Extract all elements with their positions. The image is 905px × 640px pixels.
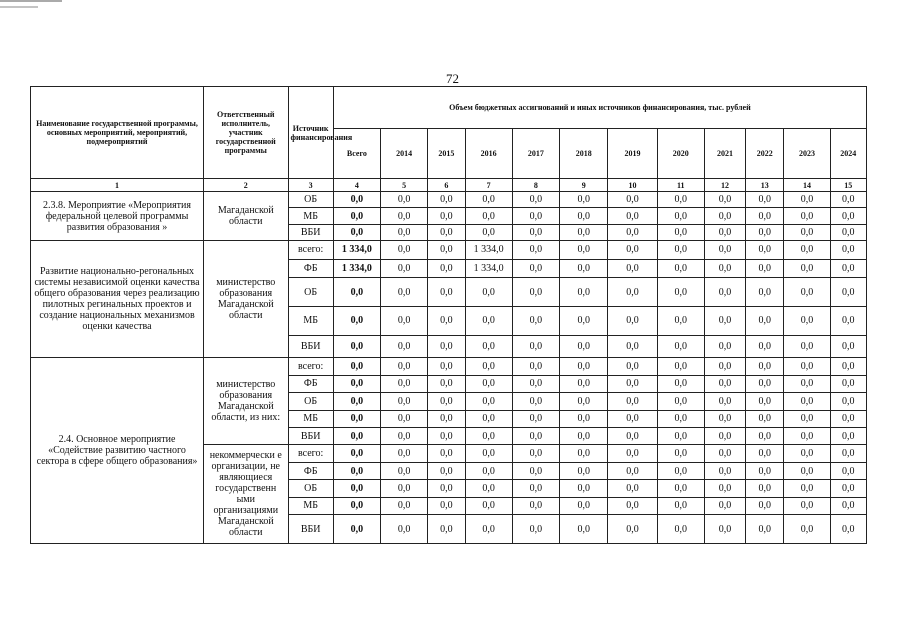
source-cell: МБ [288,208,333,224]
value-cell: 0,0 [560,278,608,307]
responsible-cell: Магаданской области [204,192,289,241]
value-cell: 0,0 [704,306,745,335]
value-cell: 0,0 [608,335,657,358]
value-cell: 0,0 [381,224,428,240]
source-cell: всего: [288,358,333,375]
total-cell: 0,0 [333,208,380,224]
value-cell: 0,0 [381,480,428,497]
column-number: 4 [333,179,380,192]
value-cell: 0,0 [560,410,608,427]
page-number: 72 [446,71,459,86]
value-cell: 0,0 [512,462,559,479]
value-cell: 0,0 [381,208,428,224]
value-cell: 0,0 [428,393,465,410]
value-cell: 0,0 [512,410,559,427]
column-number: 2 [204,179,289,192]
value-cell: 0,0 [560,358,608,375]
value-cell: 0,0 [428,462,465,479]
total-cell: 0,0 [333,335,380,358]
value-cell: 0,0 [657,410,704,427]
value-cell: 0,0 [830,480,866,497]
value-cell: 0,0 [428,480,465,497]
value-cell: 0,0 [704,224,745,240]
value-cell: 0,0 [830,393,866,410]
header-year: 2019 [608,129,657,179]
value-cell: 0,0 [704,427,745,444]
value-cell: 0,0 [428,224,465,240]
header-year: 2022 [746,129,784,179]
value-cell: 0,0 [560,497,608,514]
value-cell: 0,0 [381,335,428,358]
value-cell: 0,0 [465,445,512,462]
value-cell: 0,0 [428,445,465,462]
source-cell: МБ [288,497,333,514]
value-cell: 0,0 [512,278,559,307]
value-cell: 0,0 [657,306,704,335]
value-cell: 0,0 [746,306,784,335]
value-cell: 0,0 [465,306,512,335]
total-cell: 0,0 [333,462,380,479]
value-cell: 0,0 [381,375,428,392]
column-number: 9 [560,179,608,192]
header-budget-group: Объем бюджетных ассигнований и иных источников финансирования, тыс. рублей [333,87,866,129]
value-cell: 0,0 [465,192,512,208]
value-cell: 0,0 [381,427,428,444]
value-cell: 0,0 [830,306,866,335]
value-cell: 0,0 [512,192,559,208]
value-cell: 0,0 [784,410,830,427]
value-cell: 0,0 [746,208,784,224]
value-cell: 0,0 [428,515,465,544]
column-number: 7 [465,179,512,192]
source-cell: ВБИ [288,224,333,240]
value-cell: 0,0 [428,427,465,444]
value-cell: 0,0 [746,192,784,208]
value-cell: 0,0 [512,427,559,444]
value-cell: 0,0 [608,497,657,514]
value-cell: 0,0 [381,306,428,335]
value-cell: 0,0 [830,241,866,259]
value-cell: 0,0 [608,480,657,497]
total-cell: 0,0 [333,497,380,514]
value-cell: 0,0 [381,278,428,307]
source-cell: ФБ [288,375,333,392]
value-cell: 0,0 [608,208,657,224]
value-cell: 0,0 [381,462,428,479]
value-cell: 0,0 [381,192,428,208]
value-cell: 0,0 [428,241,465,259]
value-cell: 0,0 [830,497,866,514]
value-cell: 0,0 [465,358,512,375]
value-cell: 0,0 [560,393,608,410]
column-number: 12 [704,179,745,192]
value-cell: 0,0 [560,375,608,392]
column-number: 14 [784,179,830,192]
value-cell: 0,0 [657,375,704,392]
value-cell: 0,0 [657,278,704,307]
value-cell: 0,0 [830,410,866,427]
value-cell: 0,0 [657,480,704,497]
table-row [31,241,867,259]
source-cell: МБ [288,306,333,335]
responsible-cell: некоммерчески е организации, не являющиеся государственн ыми организациями Магаданской области [204,445,289,544]
value-cell: 0,0 [784,445,830,462]
value-cell: 0,0 [830,335,866,358]
value-cell: 0,0 [746,278,784,307]
value-cell: 0,0 [746,427,784,444]
value-cell: 0,0 [830,515,866,544]
value-cell: 0,0 [428,358,465,375]
value-cell: 0,0 [608,358,657,375]
total-cell: 1 334,0 [333,241,380,259]
value-cell: 0,0 [657,515,704,544]
value-cell: 1 334,0 [465,241,512,259]
value-cell: 0,0 [381,393,428,410]
value-cell: 0,0 [608,410,657,427]
value-cell: 0,0 [704,358,745,375]
value-cell: 0,0 [746,335,784,358]
header-source: Источник финансирования [288,87,333,179]
value-cell: 0,0 [608,241,657,259]
value-cell: 0,0 [560,445,608,462]
value-cell: 0,0 [784,427,830,444]
value-cell: 0,0 [784,278,830,307]
program-name-cell: 2.3.8. Мероприятие «Мероприятия федеральной целевой программы развития образования » [31,192,204,241]
value-cell: 0,0 [465,462,512,479]
source-cell: ОБ [288,480,333,497]
value-cell: 0,0 [830,427,866,444]
value-cell: 0,0 [704,497,745,514]
value-cell: 0,0 [465,410,512,427]
total-cell: 0,0 [333,445,380,462]
value-cell: 0,0 [746,358,784,375]
value-cell: 0,0 [704,393,745,410]
value-cell: 0,0 [746,224,784,240]
value-cell: 0,0 [381,241,428,259]
value-cell: 0,0 [704,445,745,462]
header-year: 2021 [704,129,745,179]
scan-edge-lines [0,0,905,12]
value-cell: 0,0 [784,306,830,335]
value-cell: 0,0 [746,410,784,427]
source-cell: всего: [288,445,333,462]
value-cell: 0,0 [657,445,704,462]
header-year: 2016 [465,129,512,179]
value-cell: 0,0 [784,192,830,208]
column-number: 13 [746,179,784,192]
value-cell: 0,0 [512,375,559,392]
value-cell: 0,0 [704,515,745,544]
value-cell: 0,0 [428,410,465,427]
value-cell: 0,0 [608,278,657,307]
value-cell: 0,0 [704,241,745,259]
total-cell: 0,0 [333,427,380,444]
value-cell: 0,0 [608,224,657,240]
value-cell: 0,0 [830,208,866,224]
value-cell: 0,0 [657,241,704,259]
value-cell: 0,0 [608,375,657,392]
value-cell: 0,0 [381,445,428,462]
header-responsible: Ответственный исполнитель, участник государственной программы [204,87,289,179]
value-cell: 0,0 [512,358,559,375]
value-cell: 0,0 [465,375,512,392]
table-body [31,192,867,544]
value-cell: 0,0 [704,278,745,307]
source-cell: МБ [288,410,333,427]
value-cell: 0,0 [512,306,559,335]
header-year: 2018 [560,129,608,179]
value-cell: 0,0 [428,278,465,307]
value-cell: 0,0 [704,208,745,224]
column-number: 11 [657,179,704,192]
total-cell: 0,0 [333,192,380,208]
value-cell: 0,0 [608,427,657,444]
header-year: 2014 [381,129,428,179]
value-cell: 0,0 [381,259,428,277]
column-number: 15 [830,179,866,192]
value-cell: 0,0 [465,480,512,497]
value-cell: 0,0 [381,410,428,427]
value-cell: 0,0 [657,497,704,514]
value-cell: 0,0 [465,393,512,410]
header-program-name: Наименование государственной программы, основных мероприятий, мероприятий, подмероприятий [31,87,204,179]
value-cell: 0,0 [381,497,428,514]
value-cell: 0,0 [428,208,465,224]
value-cell: 0,0 [560,480,608,497]
total-cell: 0,0 [333,393,380,410]
total-cell: 0,0 [333,278,380,307]
value-cell: 0,0 [784,480,830,497]
total-cell: 0,0 [333,375,380,392]
value-cell: 0,0 [381,515,428,544]
source-cell: всего: [288,241,333,259]
value-cell: 0,0 [784,515,830,544]
column-number: 10 [608,179,657,192]
value-cell: 0,0 [465,208,512,224]
value-cell: 0,0 [657,335,704,358]
value-cell: 0,0 [830,358,866,375]
header-total: Всего [333,129,380,179]
value-cell: 1 334,0 [465,259,512,277]
source-cell: ФБ [288,259,333,277]
value-cell: 0,0 [465,335,512,358]
value-cell: 0,0 [512,515,559,544]
value-cell: 0,0 [465,427,512,444]
table-row [31,358,867,375]
value-cell: 0,0 [784,497,830,514]
value-cell: 0,0 [560,259,608,277]
value-cell: 0,0 [428,335,465,358]
source-cell: ФБ [288,462,333,479]
total-cell: 0,0 [333,224,380,240]
column-number: 8 [512,179,559,192]
value-cell: 0,0 [512,224,559,240]
value-cell: 0,0 [784,375,830,392]
total-cell: 0,0 [333,358,380,375]
responsible-cell: министерство образования Магаданской области [204,241,289,358]
value-cell: 0,0 [784,259,830,277]
value-cell: 0,0 [381,358,428,375]
value-cell: 0,0 [746,259,784,277]
value-cell: 0,0 [830,445,866,462]
value-cell: 0,0 [512,259,559,277]
value-cell: 0,0 [704,410,745,427]
header-year: 2023 [784,129,830,179]
value-cell: 0,0 [657,358,704,375]
value-cell: 0,0 [512,480,559,497]
header-year: 2015 [428,129,465,179]
value-cell: 0,0 [704,480,745,497]
column-number: 5 [381,179,428,192]
total-cell: 0,0 [333,410,380,427]
value-cell: 0,0 [784,393,830,410]
value-cell: 0,0 [784,462,830,479]
value-cell: 0,0 [560,306,608,335]
value-cell: 0,0 [428,306,465,335]
source-cell: ОБ [288,278,333,307]
value-cell: 0,0 [830,462,866,479]
header-year: 2020 [657,129,704,179]
value-cell: 0,0 [746,480,784,497]
value-cell: 0,0 [560,335,608,358]
header-year: 2024 [830,129,866,179]
value-cell: 0,0 [428,192,465,208]
value-cell: 0,0 [512,335,559,358]
source-cell: ВБИ [288,515,333,544]
value-cell: 0,0 [608,192,657,208]
value-cell: 0,0 [784,358,830,375]
value-cell: 0,0 [465,515,512,544]
value-cell: 0,0 [704,335,745,358]
value-cell: 0,0 [746,375,784,392]
value-cell: 0,0 [512,208,559,224]
value-cell: 0,0 [512,241,559,259]
value-cell: 0,0 [830,192,866,208]
value-cell: 0,0 [657,192,704,208]
value-cell: 0,0 [512,445,559,462]
value-cell: 0,0 [608,462,657,479]
value-cell: 0,0 [746,497,784,514]
column-number: 3 [288,179,333,192]
budget-table [30,86,867,544]
value-cell: 0,0 [746,462,784,479]
value-cell: 0,0 [657,462,704,479]
header-year: 2017 [512,129,559,179]
value-cell: 0,0 [657,224,704,240]
source-cell: ВБИ [288,427,333,444]
value-cell: 0,0 [512,497,559,514]
value-cell: 0,0 [784,208,830,224]
value-cell: 0,0 [608,445,657,462]
program-name-cell: 2.4. Основное мероприятие «Содействие развитию частного сектора в сфере общего образования» [31,358,204,544]
source-cell: ОБ [288,393,333,410]
table-row [31,192,867,208]
value-cell: 0,0 [512,393,559,410]
source-cell: ОБ [288,192,333,208]
value-cell: 0,0 [428,497,465,514]
value-cell: 0,0 [830,375,866,392]
value-cell: 0,0 [608,515,657,544]
value-cell: 0,0 [784,335,830,358]
value-cell: 0,0 [657,393,704,410]
value-cell: 0,0 [784,224,830,240]
value-cell: 0,0 [560,241,608,259]
total-cell: 0,0 [333,480,380,497]
value-cell: 0,0 [784,241,830,259]
value-cell: 0,0 [704,192,745,208]
value-cell: 0,0 [560,515,608,544]
value-cell: 0,0 [428,375,465,392]
program-name-cell: Развитие национально-регональных системы независимой оценки качества общего образования через реализацию пилотных регинальных проектов и создание национальных механизмов оценки качества [31,241,204,358]
value-cell: 0,0 [746,241,784,259]
column-number: 1 [31,179,204,192]
value-cell: 0,0 [657,208,704,224]
value-cell: 0,0 [746,393,784,410]
value-cell: 0,0 [465,497,512,514]
value-cell: 0,0 [746,515,784,544]
source-cell: ВБИ [288,335,333,358]
value-cell: 0,0 [657,259,704,277]
value-cell: 0,0 [830,278,866,307]
value-cell: 0,0 [746,445,784,462]
total-cell: 0,0 [333,515,380,544]
value-cell: 0,0 [465,278,512,307]
value-cell: 0,0 [704,375,745,392]
value-cell: 0,0 [830,259,866,277]
value-cell: 0,0 [560,208,608,224]
value-cell: 0,0 [560,224,608,240]
value-cell: 0,0 [560,192,608,208]
value-cell: 0,0 [428,259,465,277]
value-cell: 0,0 [560,427,608,444]
responsible-cell: министерство образования Магаданской области, из них: [204,358,289,445]
value-cell: 0,0 [560,462,608,479]
value-cell: 0,0 [704,259,745,277]
value-cell: 0,0 [704,462,745,479]
total-cell: 0,0 [333,306,380,335]
value-cell: 0,0 [830,224,866,240]
value-cell: 0,0 [608,306,657,335]
value-cell: 0,0 [608,393,657,410]
total-cell: 1 334,0 [333,259,380,277]
value-cell: 0,0 [608,259,657,277]
value-cell: 0,0 [657,427,704,444]
value-cell: 0,0 [465,224,512,240]
column-number: 6 [428,179,465,192]
